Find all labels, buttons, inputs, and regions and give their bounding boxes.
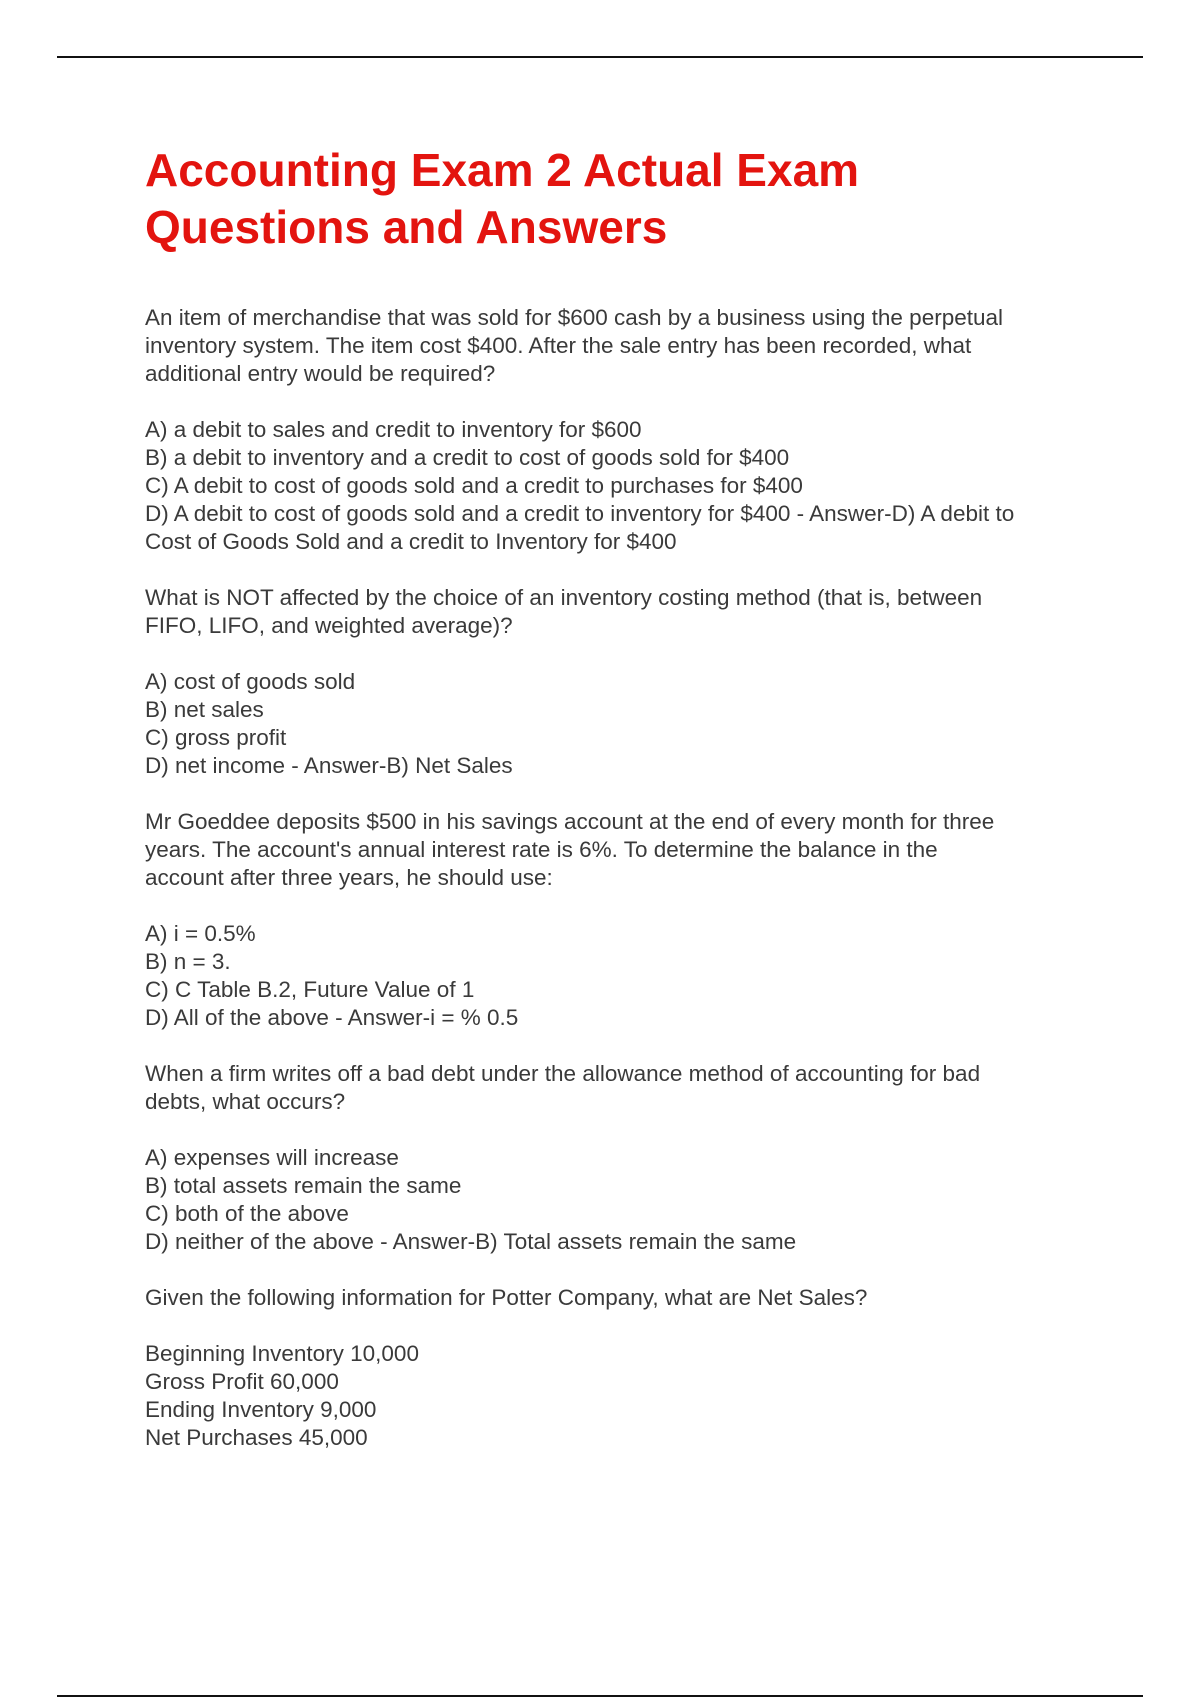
document-title	[145, 142, 1105, 256]
text-line: FIFO, LIFO, and weighted average)?	[145, 613, 513, 638]
option-line: B) n = 3.	[145, 949, 231, 974]
bottom-rule	[57, 1695, 1143, 1697]
question-block	[145, 1060, 1105, 1116]
text-line: Mr Goeddee deposits $500 in his savings account at the end of every month for three	[145, 809, 995, 834]
options-block	[145, 416, 1105, 556]
options-block	[145, 668, 1105, 780]
option-line: D) net income - Answer-B) Net Sales	[145, 753, 513, 778]
title-line: Accounting Exam 2 Actual Exam	[145, 144, 860, 196]
text-line: Given the following information for Potter Company, what are Net Sales?	[145, 1285, 868, 1310]
option-line: C) A debit to cost of goods sold and a credit to purchases for $400	[145, 473, 803, 498]
option-line: A) expenses will increase	[145, 1145, 399, 1170]
text-line: An item of merchandise that was sold for $600 cash by a business using the perpetual	[145, 305, 1003, 330]
text-line: inventory system. The item cost $400. After the sale entry has been recorded, what	[145, 333, 972, 358]
option-line: D) A debit to cost of goods sold and a credit to inventory for $400 - Answer-D) A debit to	[145, 501, 1015, 526]
document-content	[145, 142, 1105, 1480]
options-block	[145, 920, 1105, 1032]
question-block	[145, 304, 1105, 388]
option-line: C) gross profit	[145, 725, 287, 750]
option-line: A) a debit to sales and credit to inventory for $600	[145, 417, 642, 442]
option-line: C) both of the above	[145, 1201, 349, 1226]
option-line: B) net sales	[145, 697, 264, 722]
top-rule	[57, 56, 1143, 58]
option-line: A) cost of goods sold	[145, 669, 356, 694]
data-list-block	[145, 1340, 1105, 1452]
question-block	[145, 808, 1105, 892]
option-line: D) All of the above - Answer-i = % 0.5	[145, 1005, 519, 1030]
text-line: years. The account's annual interest rate is 6%. To determine the balance in the	[145, 837, 938, 862]
option-line: B) a debit to inventory and a credit to cost of goods sold for $400	[145, 445, 790, 470]
text-line: debts, what occurs?	[145, 1089, 346, 1114]
text-line: additional entry would be required?	[145, 361, 496, 386]
option-line: C) C Table B.2, Future Value of 1	[145, 977, 475, 1002]
option-line: B) total assets remain the same	[145, 1173, 462, 1198]
data-line: Gross Profit 60,000	[145, 1369, 339, 1394]
data-line: Beginning Inventory 10,000	[145, 1341, 419, 1366]
option-line: A) i = 0.5%	[145, 921, 256, 946]
options-block	[145, 1144, 1105, 1256]
text-line: account after three years, he should use:	[145, 865, 553, 890]
text-line: What is NOT affected by the choice of an inventory costing method (that is, between	[145, 585, 983, 610]
title-line: Questions and Answers	[145, 201, 668, 253]
question-block	[145, 1284, 1105, 1312]
option-line: D) neither of the above - Answer-B) Total assets remain the same	[145, 1229, 797, 1254]
data-line: Ending Inventory 9,000	[145, 1397, 377, 1422]
data-line: Net Purchases 45,000	[145, 1425, 368, 1450]
question-block	[145, 584, 1105, 640]
option-line: Cost of Goods Sold and a credit to Inventory for $400	[145, 529, 677, 554]
text-line: When a firm writes off a bad debt under the allowance method of accounting for bad	[145, 1061, 981, 1086]
